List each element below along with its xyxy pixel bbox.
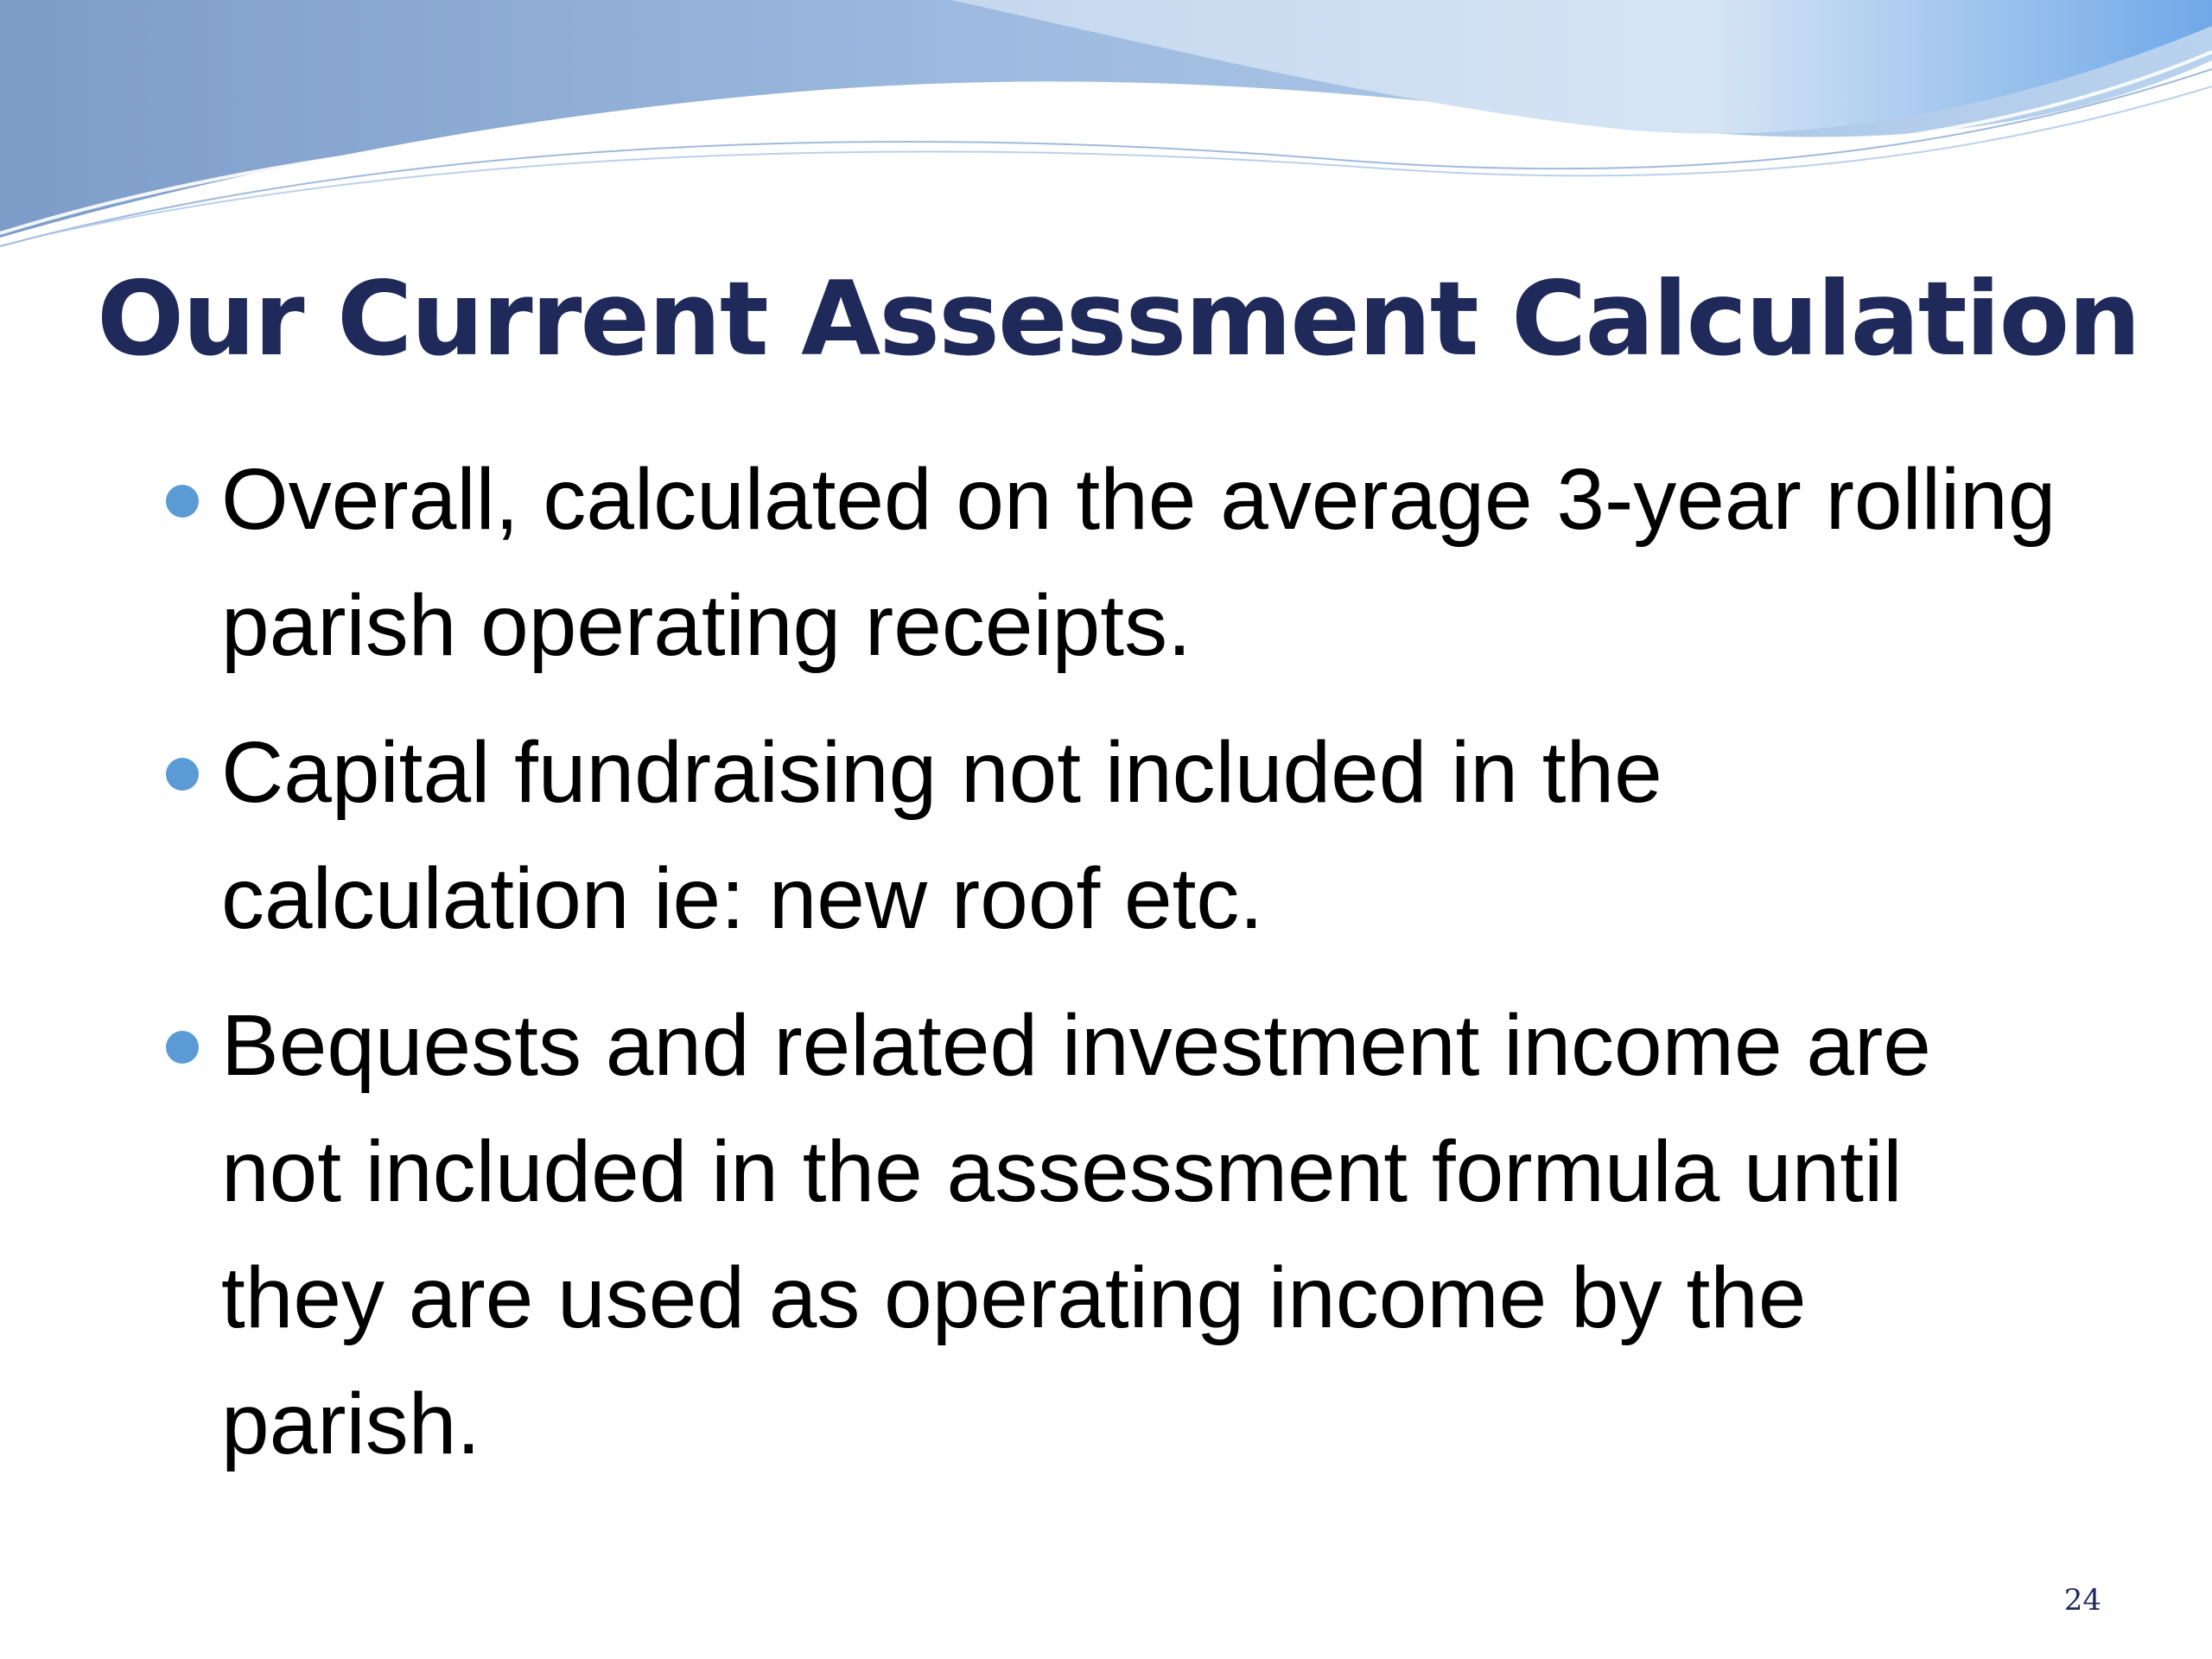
bullet-text: Overall, calculated on the average 3-year rolling parish operating receipts. — [221, 451, 2056, 674]
page-number: 24 — [2063, 1583, 2101, 1618]
bullet-item — [166, 436, 2067, 689]
slide-title: Our Current Assessment Calculation — [97, 260, 2139, 379]
bullet-dot-icon — [166, 485, 199, 518]
bullet-dot-icon — [166, 758, 199, 791]
bullet-text: Capital fundraising not included in the calculation ie: new roof etc. — [221, 724, 1662, 947]
decorative-wave-header — [0, 0, 2212, 259]
bullet-dot-icon — [166, 1031, 199, 1064]
bullet-list — [166, 436, 2067, 1508]
bullet-item — [166, 982, 2067, 1487]
bullet-text: Bequests and related investment income are not included in the assessment formula until they are used as operating income by the parish. — [221, 997, 1931, 1472]
bullet-item — [166, 709, 2067, 962]
